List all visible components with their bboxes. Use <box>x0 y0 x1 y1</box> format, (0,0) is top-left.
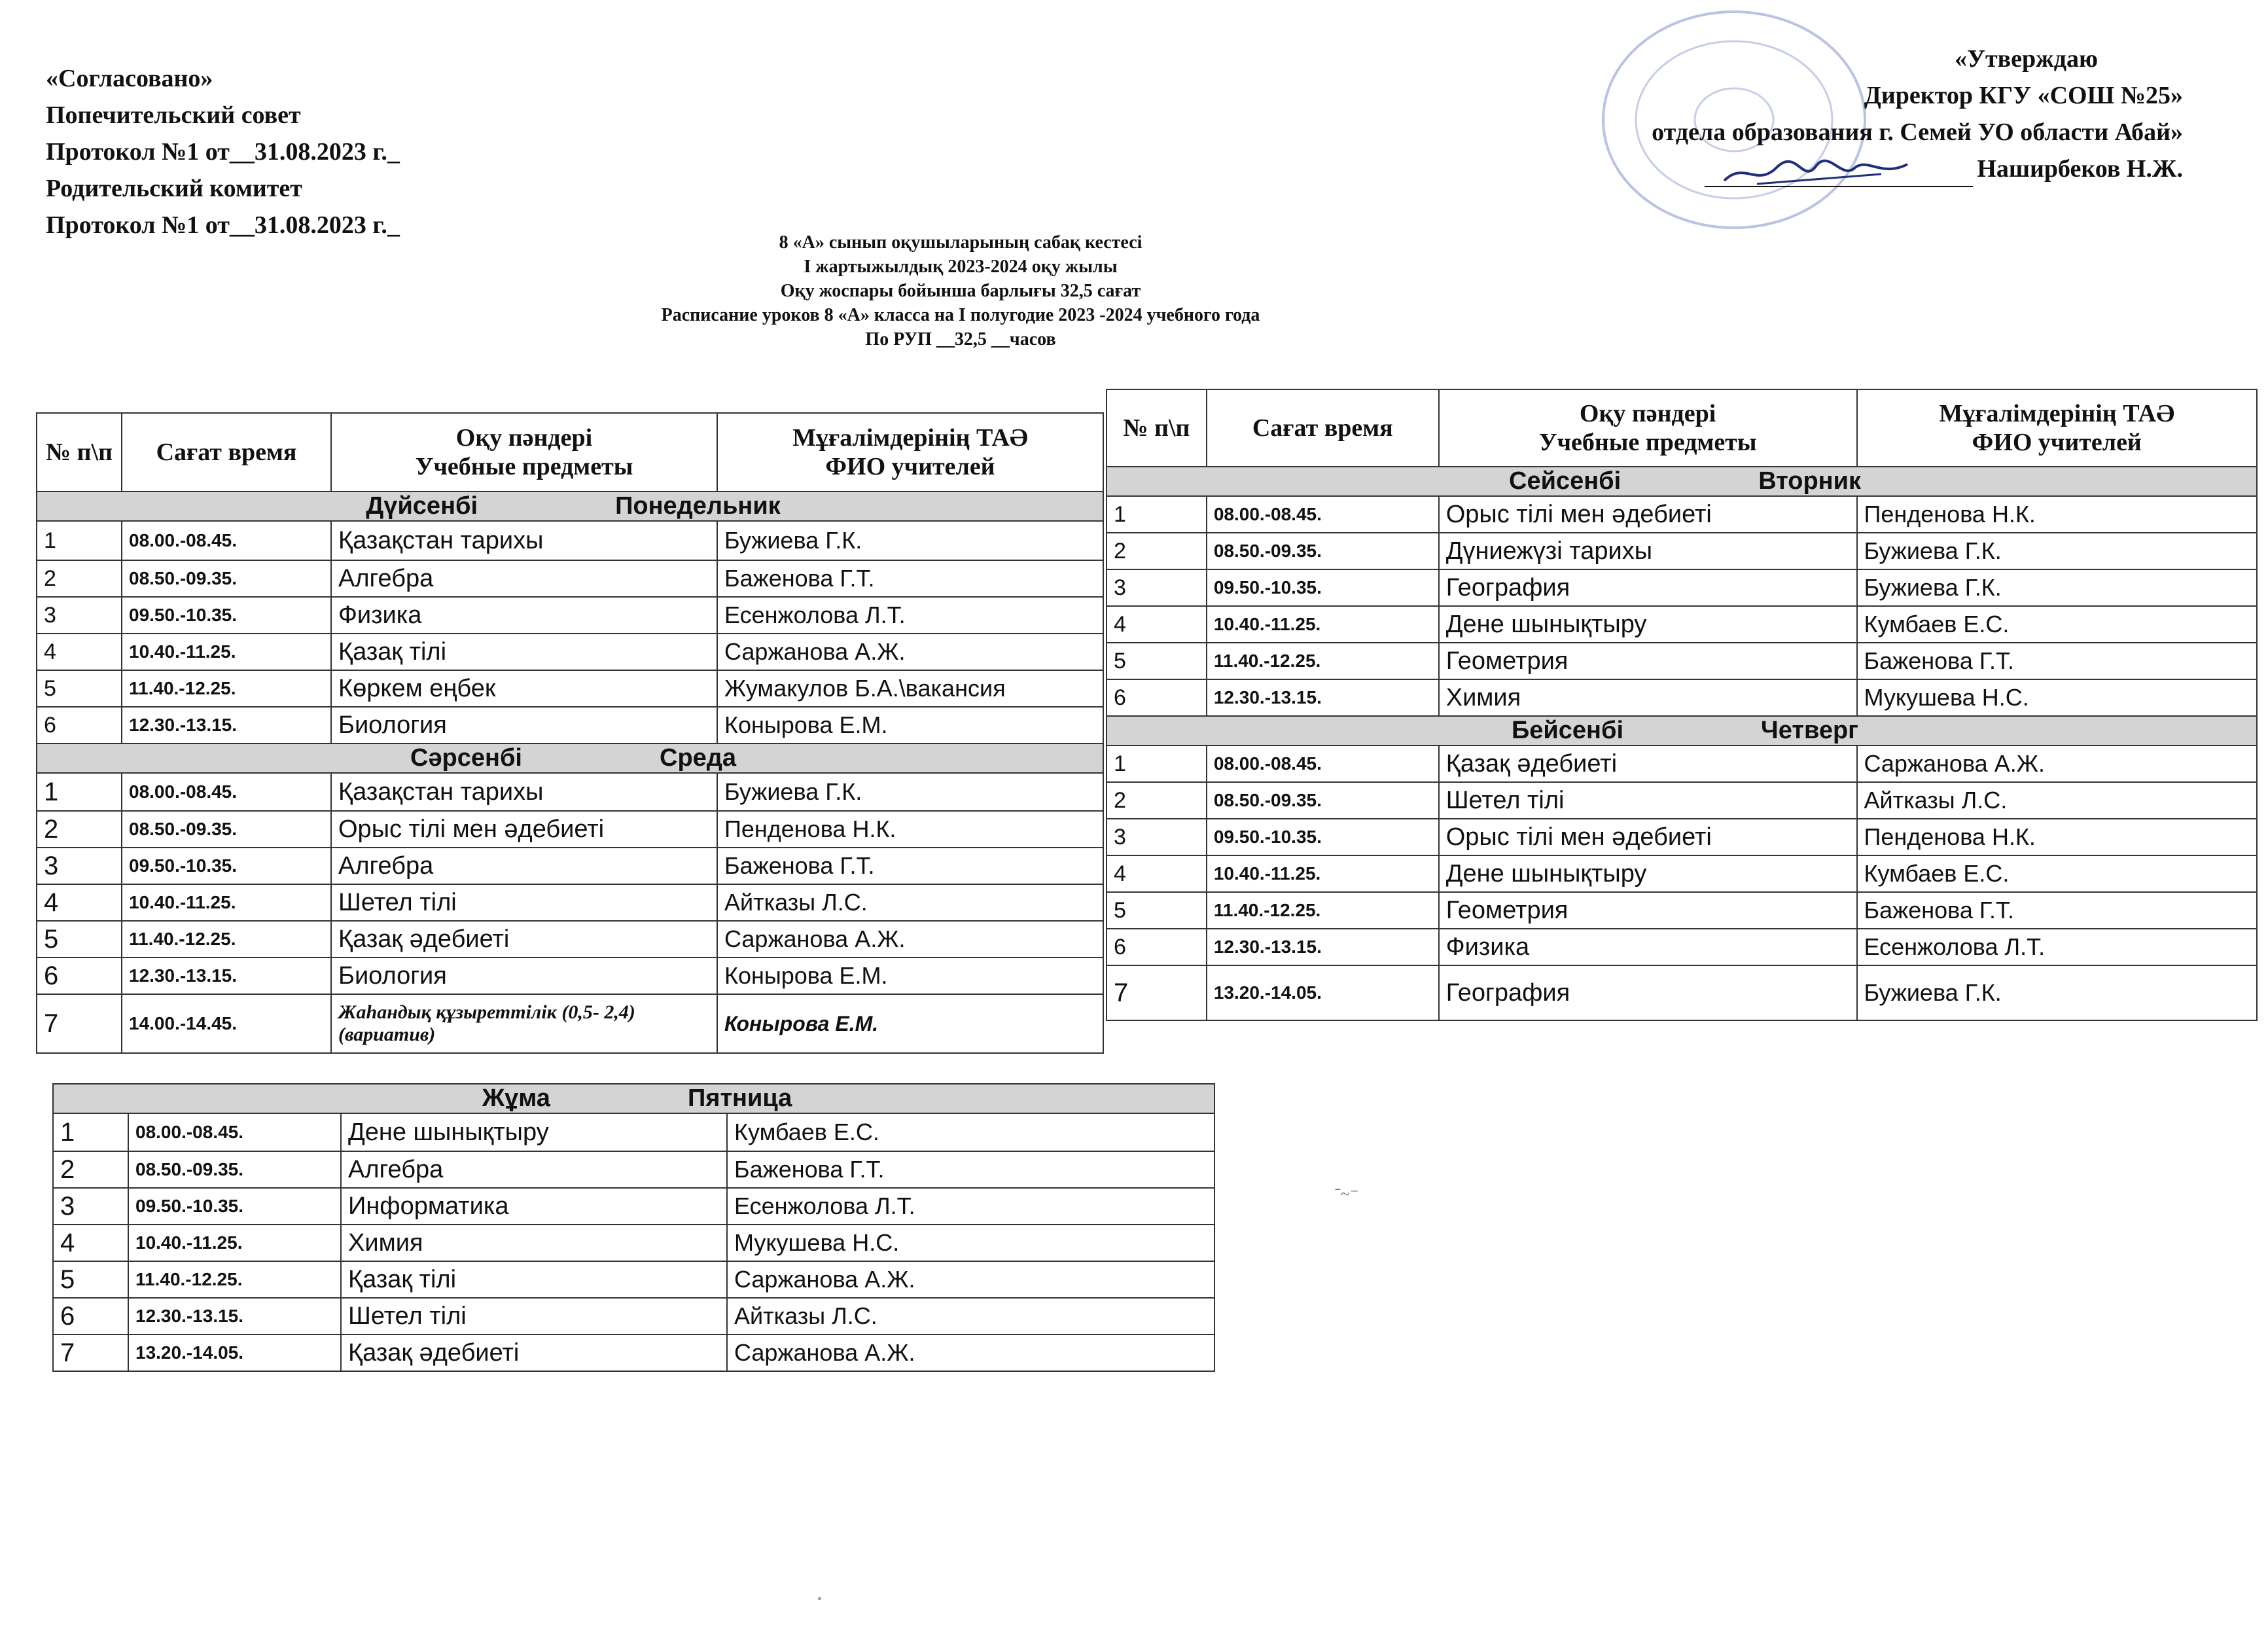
col-num: № п\п <box>37 413 122 492</box>
table-row <box>1107 496 2257 533</box>
lesson-teacher: Жумакулов Б.А.\вакансия <box>717 670 1103 707</box>
table-row <box>1107 606 2257 643</box>
col-num: № п\п <box>1107 389 1207 467</box>
director-name: Наширбеков Н.Ж. <box>1977 155 2183 183</box>
table-row <box>1107 855 2257 892</box>
col-time: Сағат время <box>1207 389 1439 467</box>
scan-dot <box>818 1597 821 1600</box>
lesson-subject: Шетел тілі <box>1439 782 1857 819</box>
lesson-number: 2 <box>37 811 122 848</box>
lesson-time: 11.40.-12.25. <box>122 921 331 958</box>
table-row <box>53 1225 1214 1261</box>
lesson-time: 08.00.-08.45. <box>122 773 331 811</box>
col-subject: Оқу пәндері Учебные предметы <box>331 413 717 492</box>
day-label-wed <box>37 744 1103 773</box>
lesson-teacher: Баженова Г.Т. <box>717 560 1103 597</box>
lesson-subject: Қазақ тілі <box>331 634 717 670</box>
lesson-time: 11.40.-12.25. <box>1207 892 1439 929</box>
day-row-wed <box>37 744 1214 773</box>
day-name-kz: Бейсенбі <box>1511 717 1624 744</box>
lesson-teacher: Саржанова А.Ж. <box>717 921 1103 958</box>
title-line-4: Расписание уроков 8 «А» класса на I полугодие 2023 -2024 учебного года <box>661 305 1260 325</box>
lesson-teacher: Баженова Г.Т. <box>717 848 1103 884</box>
lesson-time: 12.30.-13.15. <box>1207 929 1439 965</box>
lesson-number: 5 <box>1107 643 1207 679</box>
lesson-number: 5 <box>53 1261 128 1298</box>
table-row <box>53 1188 1214 1225</box>
table-row <box>53 1151 1214 1188</box>
lesson-subject: Дүниежүзі тарихы <box>1439 533 1857 569</box>
lesson-teacher: Кумбаев Е.С. <box>1857 606 2258 643</box>
day-name-ru: Понедельник <box>615 492 781 520</box>
lesson-time: 12.30.-13.15. <box>122 707 331 744</box>
lesson-number: 6 <box>1107 929 1207 965</box>
table-row <box>37 560 1214 597</box>
lesson-subject: Дене шынықтыру <box>341 1113 727 1151</box>
lesson-number: 3 <box>1107 819 1207 855</box>
table-row <box>1107 679 2257 716</box>
lesson-time: 09.50.-10.35. <box>122 597 331 634</box>
table-row <box>1107 745 2257 782</box>
lesson-teacher: Мукушева Н.С. <box>1857 679 2258 716</box>
lesson-number: 3 <box>1107 569 1207 606</box>
table-row <box>37 707 1214 744</box>
lesson-subject: Қазақстан тарихы <box>331 521 717 560</box>
table-row <box>1107 965 2257 1020</box>
lesson-time: 13.20.-14.05. <box>128 1335 341 1371</box>
table-header-row <box>37 413 1214 492</box>
title-line-3: Оқу жоспары бойынша барлығы 32,5 сағат <box>780 281 1141 301</box>
day-name-ru: Вторник <box>1758 467 1861 495</box>
lesson-subject: Шетел тілі <box>341 1298 727 1335</box>
protocol-2: Протокол №1 от__31.08.2023 г._ <box>46 211 400 239</box>
lesson-teacher: Бужиева Г.К. <box>1857 569 2258 606</box>
lesson-time: 10.40.-11.25. <box>122 884 331 921</box>
lesson-time: 08.50.-09.35. <box>122 811 331 848</box>
lesson-number: 4 <box>1107 606 1207 643</box>
lesson-number: 1 <box>37 773 122 811</box>
lesson-number: 3 <box>37 848 122 884</box>
lesson-time: 12.30.-13.15. <box>128 1298 341 1335</box>
title-line-2: I жартыжылдық 2023-2024 оқу жылы <box>804 257 1118 277</box>
lesson-teacher: Кумбаев Е.С. <box>727 1113 1214 1151</box>
lesson-time: 11.40.-12.25. <box>128 1261 341 1298</box>
lesson-teacher: Бужиева Г.К. <box>717 773 1103 811</box>
lesson-number: 5 <box>1107 892 1207 929</box>
lesson-teacher: Айтказы Л.С. <box>1857 782 2258 819</box>
lesson-subject: Шетел тілі <box>331 884 717 921</box>
day-label-thu <box>1107 716 2257 745</box>
day-row-thu <box>1107 716 2257 745</box>
lesson-number: 6 <box>53 1298 128 1335</box>
table-row <box>37 521 1214 560</box>
lesson-time: 14.00.-14.45. <box>122 994 331 1053</box>
lesson-subject: Алгебра <box>341 1151 727 1188</box>
lesson-teacher: Саржанова А.Ж. <box>727 1261 1214 1298</box>
lesson-subject: Орыс тілі мен әдебиеті <box>1439 496 1857 533</box>
lesson-time: 08.50.-09.35. <box>122 560 331 597</box>
lesson-subject: Орыс тілі мен әдебиеті <box>1439 819 1857 855</box>
lesson-subject: Қазақ әдебиеті <box>341 1335 727 1371</box>
lesson-teacher: Конырова Е.М. <box>717 707 1103 744</box>
lesson-teacher: Бужиева Г.К. <box>717 521 1103 560</box>
lesson-teacher: Пенденова Н.К. <box>717 811 1103 848</box>
lesson-number: 3 <box>37 597 122 634</box>
lesson-subject: Дене шынықтыру <box>1439 855 1857 892</box>
lesson-number: 1 <box>1107 496 1207 533</box>
trustee-council: Попечительский совет <box>46 101 301 129</box>
lesson-number: 6 <box>37 958 122 994</box>
lesson-subject: Жаһандық құзыреттілік (0,5- 2,4) (вариатив) <box>331 994 717 1053</box>
table-row <box>1107 892 2257 929</box>
lesson-time: 08.00.-08.45. <box>122 521 331 560</box>
lesson-teacher: Пенденова Н.К. <box>1857 819 2258 855</box>
approve-label: «Утверждаю <box>1955 45 2098 73</box>
title-line-5: По РУП __32,5 __часов <box>865 329 1056 350</box>
day-name-kz: Сәрсенбі <box>410 744 522 772</box>
lesson-time: 09.50.-10.35. <box>1207 569 1439 606</box>
table-row <box>1107 929 2257 965</box>
lesson-teacher: Кумбаев Е.С. <box>1857 855 2258 892</box>
lesson-number: 5 <box>37 670 122 707</box>
lesson-subject: Дене шынықтыру <box>1439 606 1857 643</box>
lesson-number: 7 <box>37 994 122 1053</box>
table-row <box>1107 643 2257 679</box>
lesson-subject: Қазақ әдебиеті <box>331 921 717 958</box>
table-row <box>37 994 1214 1053</box>
lesson-time: 08.00.-08.45. <box>1207 745 1439 782</box>
table-row <box>37 958 1214 994</box>
lesson-number: 7 <box>1107 965 1207 1020</box>
lesson-subject: Көркем еңбек <box>331 670 717 707</box>
day-name-ru: Пятница <box>687 1084 792 1112</box>
lesson-subject: Химия <box>1439 679 1857 716</box>
table-header-row <box>1107 389 2257 467</box>
table-row <box>37 884 1214 921</box>
table-row <box>37 848 1214 884</box>
lesson-time: 08.50.-09.35. <box>128 1151 341 1188</box>
day-row-fri <box>53 1084 1214 1113</box>
lesson-number: 2 <box>37 560 122 597</box>
table-row <box>1107 569 2257 606</box>
lesson-number: 5 <box>37 921 122 958</box>
lesson-teacher: Конырова Е.М. <box>717 958 1103 994</box>
signature-icon <box>1705 160 1973 187</box>
lesson-time: 12.30.-13.15. <box>1207 679 1439 716</box>
table-row <box>53 1113 1214 1151</box>
table-row <box>37 811 1214 848</box>
table-row <box>1107 533 2257 569</box>
approval-block-right <box>1652 41 2183 187</box>
schedule-table-right <box>1106 389 2258 1021</box>
lesson-subject: Химия <box>341 1225 727 1261</box>
department-line: отдела образования г. Семей УО области Абай» <box>1652 118 2183 146</box>
lesson-teacher: Саржанова А.Ж. <box>727 1335 1214 1371</box>
table-row <box>37 670 1214 707</box>
lesson-teacher: Баженова Г.Т. <box>1857 643 2258 679</box>
day-name-kz: Сейсенбі <box>1509 467 1621 495</box>
lesson-number: 2 <box>53 1151 128 1188</box>
lesson-time: 08.00.-08.45. <box>1207 496 1439 533</box>
table-row <box>37 921 1214 958</box>
day-name-kz: Жұма <box>482 1084 550 1112</box>
lesson-number: 2 <box>1107 533 1207 569</box>
lesson-time: 08.50.-09.35. <box>1207 782 1439 819</box>
day-row-mon <box>37 492 1214 521</box>
lesson-subject: Қазақ әдебиеті <box>1439 745 1857 782</box>
day-name-kz: Дүйсенбі <box>366 492 478 520</box>
lesson-number: 3 <box>53 1188 128 1225</box>
lesson-subject: Физика <box>1439 929 1857 965</box>
lesson-teacher: Саржанова А.Ж. <box>717 634 1103 670</box>
lesson-time: 08.50.-09.35. <box>1207 533 1439 569</box>
director-title: Директор КГУ «СОШ №25» <box>1864 82 2183 109</box>
lesson-time: 08.00.-08.45. <box>128 1113 341 1151</box>
agreed-label: «Согласовано» <box>46 65 213 92</box>
lesson-number: 6 <box>37 707 122 744</box>
lesson-subject: Алгебра <box>331 848 717 884</box>
lesson-subject: Қазақстан тарихы <box>331 773 717 811</box>
lesson-teacher: Баженова Г.Т. <box>727 1151 1214 1188</box>
lesson-time: 10.40.-11.25. <box>122 634 331 670</box>
lesson-number: 4 <box>37 634 122 670</box>
lesson-time: 10.40.-11.25. <box>128 1225 341 1261</box>
lesson-time: 13.20.-14.05. <box>1207 965 1439 1020</box>
lesson-teacher: Бужиева Г.К. <box>1857 965 2258 1020</box>
day-row-tue <box>1107 467 2257 496</box>
lesson-number: 1 <box>1107 745 1207 782</box>
lesson-number: 2 <box>1107 782 1207 819</box>
lesson-subject: Информатика <box>341 1188 727 1225</box>
lesson-subject: Орыс тілі мен әдебиеті <box>331 811 717 848</box>
lesson-teacher: Есенжолова Л.Т. <box>717 597 1103 634</box>
lesson-time: 10.40.-11.25. <box>1207 606 1439 643</box>
col-subject: Оқу пәндері Учебные предметы <box>1439 389 1857 467</box>
parent-committee: Родительский комитет <box>46 175 302 202</box>
lesson-teacher: Мукушева Н.С. <box>727 1225 1214 1261</box>
title-line-1: 8 «А» сынып оқушыларының сабақ кестесі <box>779 232 1143 253</box>
lesson-teacher: Бужиева Г.К. <box>1857 533 2258 569</box>
protocol-1: Протокол №1 от__31.08.2023 г._ <box>46 138 400 166</box>
day-label-mon <box>37 492 1103 521</box>
lesson-subject: Қазақ тілі <box>341 1261 727 1298</box>
lesson-subject: Биология <box>331 958 717 994</box>
day-name-ru: Среда <box>660 744 737 772</box>
schedule-table-friday <box>52 1083 1215 1372</box>
lesson-teacher: Есенжолова Л.Т. <box>1857 929 2258 965</box>
lesson-time: 10.40.-11.25. <box>1207 855 1439 892</box>
lesson-time: 09.50.-10.35. <box>128 1188 341 1225</box>
lesson-subject: Алгебра <box>331 560 717 597</box>
schedule-table-left <box>36 412 1215 1054</box>
col-time: Сағат время <box>122 413 331 492</box>
lesson-teacher: Айтказы Л.С. <box>727 1298 1214 1335</box>
table-row <box>37 597 1214 634</box>
lesson-subject: География <box>1439 965 1857 1020</box>
table-row <box>53 1298 1214 1335</box>
table-row <box>37 773 1214 811</box>
table-row <box>37 634 1214 670</box>
lesson-number: 1 <box>37 521 122 560</box>
day-label-fri <box>53 1084 1214 1113</box>
lesson-time: 11.40.-12.25. <box>1207 643 1439 679</box>
lesson-subject: Геометрия <box>1439 643 1857 679</box>
col-teacher: Мұғалімдерінің ТАӘ ФИО учителей <box>717 413 1103 492</box>
scan-mark: ˉ~⁻ <box>1335 1185 1359 1204</box>
lesson-subject: Физика <box>331 597 717 634</box>
approval-block-left <box>46 60 400 243</box>
lesson-teacher: Конырова Е.М. <box>717 994 1103 1053</box>
col-teacher: Мұғалімдерінің ТАӘ ФИО учителей <box>1857 389 2258 467</box>
lesson-time: 09.50.-10.35. <box>1207 819 1439 855</box>
table-row <box>53 1261 1214 1298</box>
day-name-ru: Четверг <box>1761 717 1859 744</box>
lesson-number: 4 <box>37 884 122 921</box>
lesson-subject: Геометрия <box>1439 892 1857 929</box>
lesson-number: 6 <box>1107 679 1207 716</box>
signature-line <box>1652 151 2183 187</box>
lesson-teacher: Саржанова А.Ж. <box>1857 745 2258 782</box>
lesson-teacher: Баженова Г.Т. <box>1857 892 2258 929</box>
document-title <box>0 230 2268 351</box>
lesson-subject: География <box>1439 569 1857 606</box>
day-label-tue <box>1107 467 2257 496</box>
table-row <box>1107 819 2257 855</box>
lesson-number: 4 <box>1107 855 1207 892</box>
lesson-number: 4 <box>53 1225 128 1261</box>
lesson-time: 09.50.-10.35. <box>122 848 331 884</box>
table-row <box>1107 782 2257 819</box>
lesson-number: 1 <box>53 1113 128 1151</box>
lesson-subject: Биология <box>331 707 717 744</box>
lesson-teacher: Айтказы Л.С. <box>717 884 1103 921</box>
table-row <box>53 1335 1214 1371</box>
lesson-teacher: Есенжолова Л.Т. <box>727 1188 1214 1225</box>
lesson-teacher: Пенденова Н.К. <box>1857 496 2258 533</box>
lesson-number: 7 <box>53 1335 128 1371</box>
lesson-time: 11.40.-12.25. <box>122 670 331 707</box>
lesson-time: 12.30.-13.15. <box>122 958 331 994</box>
